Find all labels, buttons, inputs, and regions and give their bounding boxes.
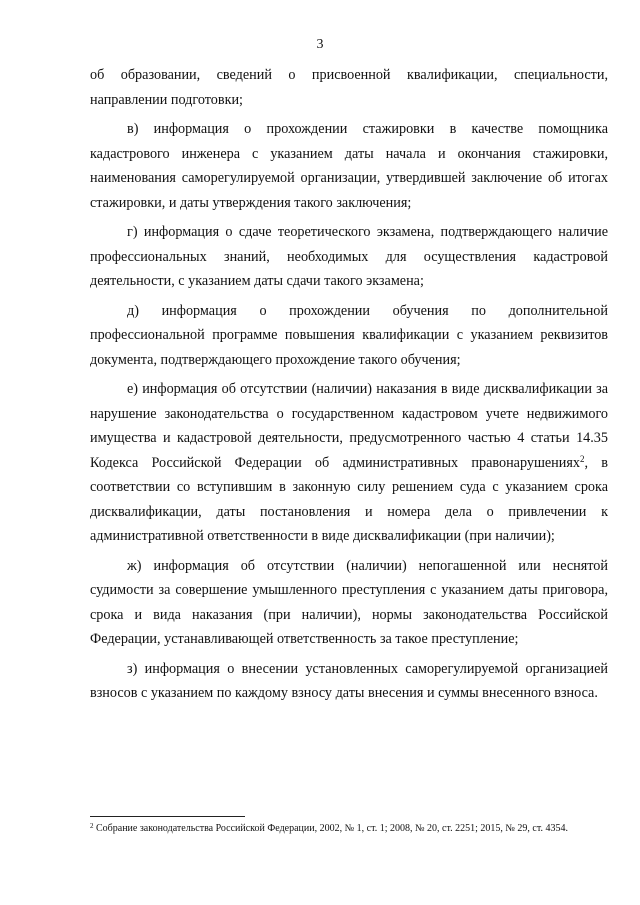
footnote-text: Собрание законодательства Российской Федерации, 2002, № 1, ст. 1; 2008, № 20, ст. 2251; 2015, № 29, ст. 4354. xyxy=(93,823,568,834)
footnote-divider xyxy=(90,816,245,817)
footnote-marker: 2 xyxy=(90,822,94,830)
paragraph-item-d: д) информация о прохождении обучения по дополнительной профессиональной программе повышения квалификации с указанием реквизитов документа, подтверждающего прохождение такого обучения; xyxy=(90,302,608,368)
footnote xyxy=(90,822,620,836)
footnote-reference: 2 xyxy=(580,453,585,464)
paragraph-item-e xyxy=(90,377,608,549)
paragraph-continuation: об образовании, сведений о присвоенной квалификации, специальности, направлении подготовки; xyxy=(90,67,608,108)
page-number: 3 xyxy=(316,37,324,52)
paragraph-item-e-text-end: , в соответствии со вступившим в законную силу решением суда с указанием срока дисквалификации, даты постановления и номера дела о привлечении к административной ответственности в виде дисквалификации (при наличии); xyxy=(90,454,608,544)
paragraph-item-e-text-start: е) информация об отсутствии (наличии) наказания в виде дисквалификации за нарушение законодательства о государственном кадастровом учете недвижимого имущества и кадастровой деятельности, предусмотренного частью 4 статьи 14.35 Кодекса Российской Федерации об административных правонарушениях xyxy=(90,381,608,471)
paragraph-item-g: г) информация о сдаче теоретического экзамена, подтверждающего наличие профессиональных знаний, необходимых для осуществления кадастровой деятельности, с указанием даты сдачи такого экзамена; xyxy=(90,224,608,289)
paragraph-item-z: з) информация о внесении установленных саморегулируемой организацией взносов с указанием по каждому взносу даты внесения и суммы внесенного взноса. xyxy=(90,660,608,701)
document-body xyxy=(90,63,608,706)
paragraph-item-zh: ж) информация об отсутствии (наличии) непогашенной или неснятой судимости за совершение умышленного преступления с указанием даты приговора, срока и вида наказания (при наличии), нормы законодательства Российской Федерации, устанавливающей ответственность за такое преступление; xyxy=(90,557,608,647)
paragraph-item-v: в) информация о прохождении стажировки в качестве помощника кадастрового инженера с указанием даты начала и окончания стажировки, наименования саморегулируемой организации, утвердившей заключение об итогах стажировки, и даты утверждения такого заключения; xyxy=(90,121,608,211)
